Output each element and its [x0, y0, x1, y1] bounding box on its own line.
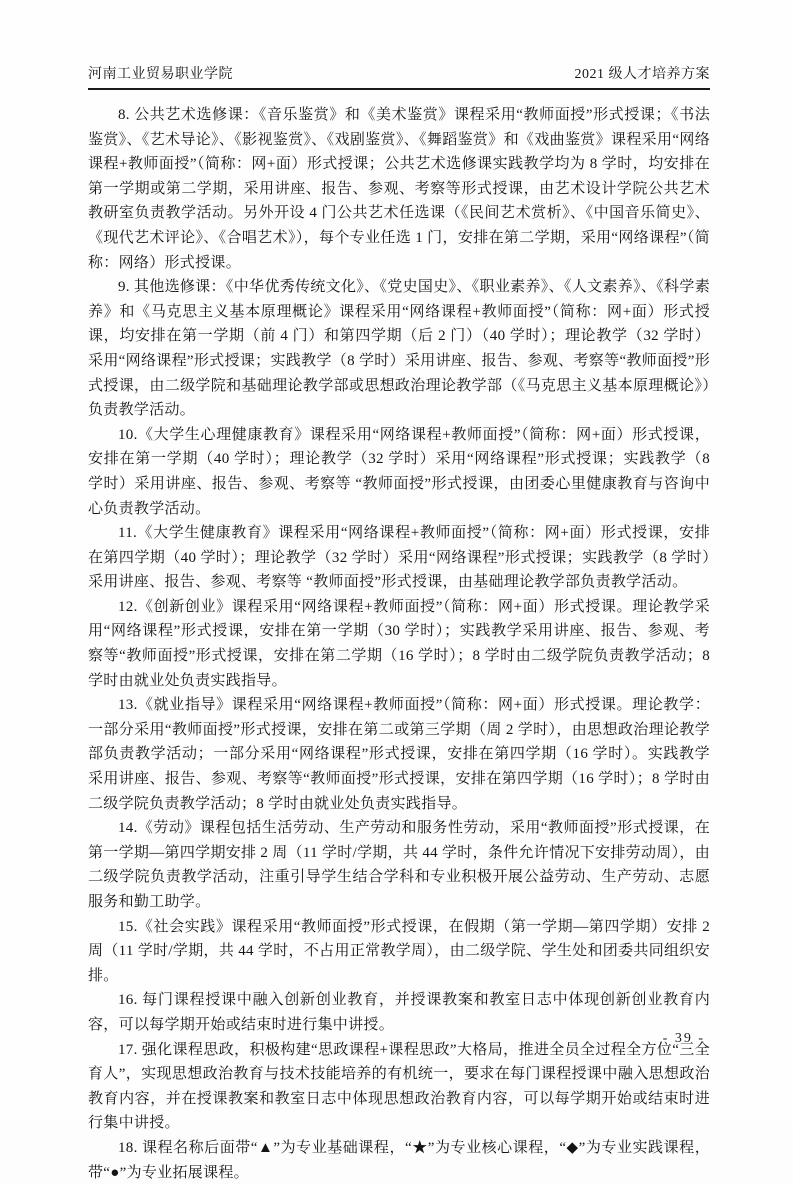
- paragraph-8: 8. 公共艺术选修课：《音乐鉴赏》和《美术鉴赏》课程采用“教师面授”形式授课；《书法鉴赏》、《艺术导论》、《影视鉴赏》、《戏剧鉴赏》、《舞蹈鉴赏》和《戏曲鉴赏》课程采用“网络课程+教师面授”（简称：网+面）形式授课；公共艺术选修课实践教学均为 8 学时，均安排在第一学期或第二学期，采用讲座、报告、参观、考察等形式授课，由艺术设计学院公共艺术教研室负责教学活动。另外开设 4 门公共艺术任选课（《民间艺术赏析》、《中国音乐简史》、《现代艺术评论》、《合唱艺术》），每个专业任选 1 门，安排在第二学期，采用“网络课程”（简称：网络）形式授课。: [88, 107, 710, 271]
- paragraph-12: 12.《创新创业》课程采用“网络课程+教师面授”（简称：网+面）形式授课。理论教学采用“网络课程”形式授课，安排在第一学期（30 学时）；实践教学采用讲座、报告、参观、考察等“教师面授”形式授课，安排在第二学期（16 学时）；8 学时由二级学院负责教学活动；8 学时由就业处负责实践指导。: [88, 598, 710, 689]
- paragraph-14: 14.《劳动》课程包括生活劳动、生产劳动和服务性劳动，采用“教师面授”形式授课，在第一学期—第四学期安排 2 周（11 学时/学期，共 44 学时，条件允许情况下安排劳动周），由二级学院负责教学活动，注重引导学生结合学科和专业积极开展公益劳动、生产劳动、志愿服务和勤工助学。: [88, 820, 710, 910]
- page-number: - 39 -: [662, 1031, 705, 1046]
- header-plan-title: 2021 级人才培养方案: [574, 67, 710, 82]
- paragraph-18: 18. 课程名称后面带“▲”为专业基础课程，“★”为专业核心课程，“◆”为专业实践课程，带“●”为专业拓展课程。: [88, 1139, 710, 1181]
- page-footer: [663, 1031, 705, 1047]
- page-header: [88, 63, 710, 90]
- paragraph-9: 9. 其他选修课：《中华优秀传统文化》、《党史国史》、《职业素养》、《人文素养》、《科学素养》和《马克思主义基本原理概论》课程采用“网络课程+教师面授”（简称：网+面）形式授课，均安排在第一学期（前 4 门）和第四学期（后 2 门）（40 学时）；理论教学（32 学时）采用“网络课程”形式授课；实践教学（8 学时）采用讲座、报告、参观、考察等“教师面授”形式授课，由二级学院和基础理论教学部或思想政治理论教学部（《马克思主义基本原理概论》）负责教学活动。: [88, 279, 710, 419]
- paragraph-15: 15.《社会实践》课程采用“教师面授”形式授课，在假期（第一学期—第四学期）安排 2 周（11 学时/学期，共 44 学时，不占用正常教学周），由二级学院、学生处和团委共同组织安排。: [88, 918, 710, 984]
- paragraph-17: 17. 强化课程思政，积极构建“思政课程+课程思政”大格局，推进全员全过程全方位“三全育人”，实现思想政治教育与技术技能培养的有机统一，要求在每门课程授课中融入思想政治教育内容，并在授课教案和教室日志中体现思想政治教育内容，可以每学期开始或结束时进行集中讲授。: [88, 1041, 710, 1132]
- document-body: [88, 103, 710, 1185]
- paragraph-16: 16. 每门课程授课中融入创新创业教育，并授课教案和教室日志中体现创新创业教育内容，可以每学期开始或结束时进行集中讲授。: [88, 992, 710, 1033]
- paragraph-11: 11.《大学生健康教育》课程采用“网络课程+教师面授”（简称：网+面）形式授课，安排在第四学期（40 学时）；理论教学（32 学时）采用“网络课程”形式授课；实践教学（8 学时）采用讲座、报告、参观、考察等 “教师面授”形式授课，由基础理论教学部负责教学活动。: [88, 525, 710, 591]
- header-school-name: 河南工业贸易职业学院: [88, 67, 233, 82]
- paragraph-13: 13.《就业指导》课程采用“网络课程+教师面授”（简称：网+面）形式授课。理论教学：一部分采用“教师面授”形式授课，安排在第二或第三学期（周 2 学时），由思想政治理论教学部负责教学活动；一部分采用“网络课程”形式授课，安排在第四学期（16 学时）。实践教学采用讲座、报告、参观、考察等“教师面授”形式授课，安排在第四学期（16 学时）；8 学时由二级学院负责教学活动；8 学时由就业处负责实践指导。: [88, 697, 710, 812]
- paragraph-10: 10.《大学生心理健康教育》课程采用“网络课程+教师面授”（简称：网+面）形式授课，安排在第一学期（40 学时）；理论教学（32 学时）采用“网络课程”形式授课；实践教学（8 学时）采用讲座、报告、参观、考察等 “教师面授”形式授课，由团委心里健康教育与咨询中心负责教学活动。: [88, 426, 710, 517]
